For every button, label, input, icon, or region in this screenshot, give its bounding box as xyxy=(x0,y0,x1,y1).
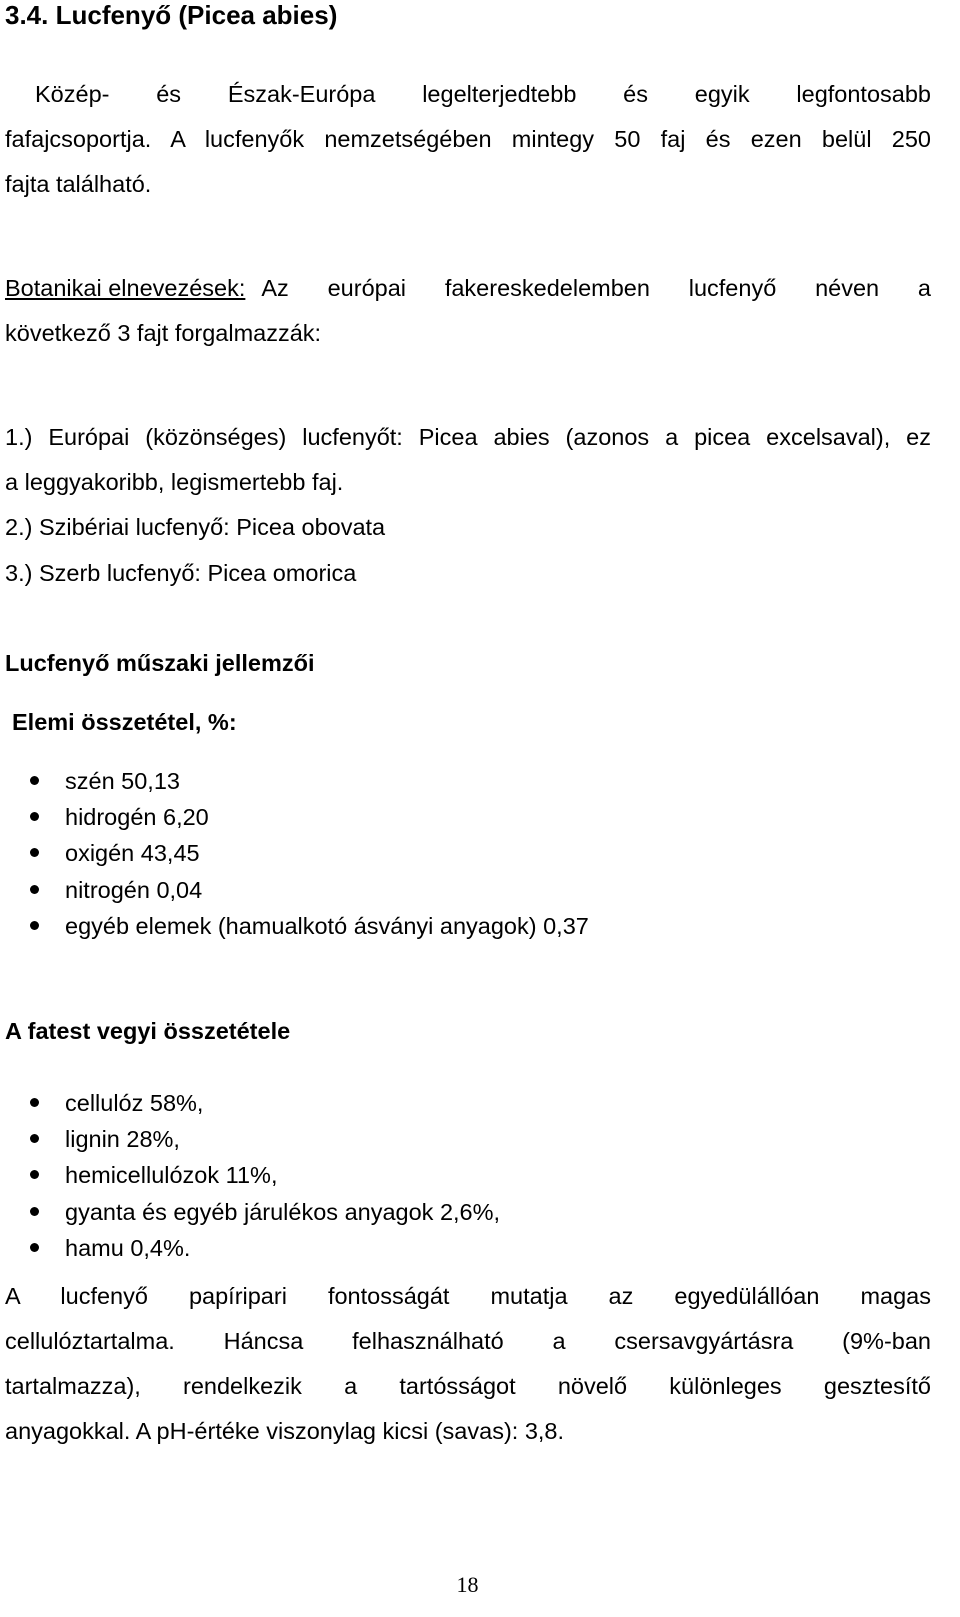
list-item: hamu 0,4%. xyxy=(30,1233,39,1263)
species-item-1-line-1: 1.) Európai (közönséges) lucfenyőt: Picea abies (azonos a picea excelsaval), ez xyxy=(5,424,931,450)
list-item: cellulóz 58%, xyxy=(30,1088,39,1118)
list-item: hidrogén 6,20 xyxy=(30,802,39,832)
botanical-line-2: következő 3 fajt forgalmazzák: xyxy=(5,320,322,346)
species-item-3: 3.) Szerb lucfenyő: Picea omorica xyxy=(5,560,357,586)
list-item: gyanta és egyéb járulékos anyagok 2,6%, xyxy=(30,1197,39,1227)
bullet-icon xyxy=(30,1243,39,1252)
bullet-icon xyxy=(30,1098,39,1107)
bullet-icon xyxy=(30,921,39,930)
chemical-heading: A fatest vegyi összetétele xyxy=(5,1018,291,1044)
list-item: nitrogén 0,04 xyxy=(30,875,39,905)
species-item-1-line-2: a leggyakoribb, legismertebb faj. xyxy=(5,469,344,495)
list-item: egyéb elemek (hamualkotó ásványi anyagok) 0,37 xyxy=(30,911,39,941)
technical-heading: Lucfenyő műszaki jellemzői xyxy=(5,650,315,676)
intro-line-3: fajta található. xyxy=(5,171,152,197)
closing-line-3: tartalmazza), rendelkezik a tartósságot növelő különleges gesztesítő xyxy=(5,1373,931,1399)
closing-line-2: cellulóztartalma. Háncsa felhasználható a csersavgyártásra (9%-ban xyxy=(5,1328,931,1354)
list-item: lignin 28%, xyxy=(30,1124,39,1154)
list-item: oxigén 43,45 xyxy=(30,838,39,868)
intro-line-1: Közép- és Észak-Európa legelterjedtebb és egyik legfontosabb xyxy=(35,81,931,107)
page-number: 18 xyxy=(456,1572,479,1597)
bullet-icon xyxy=(30,848,39,857)
bullet-icon xyxy=(30,812,39,821)
intro-line-2: fafajcsoportja. A lucfenyők nemzetségében mintegy 50 faj és ezen belül 250 xyxy=(5,126,931,152)
bullet-icon xyxy=(30,885,39,894)
closing-line-1: A lucfenyő papíripari fontosságát mutatja az egyedülállóan magas xyxy=(5,1283,931,1309)
technical-subheading: Elemi összetétel, %: xyxy=(12,709,237,735)
bullet-icon xyxy=(30,1207,39,1216)
botanical-line-1 xyxy=(5,273,931,303)
list-item: hemicellulózok 11%, xyxy=(30,1160,39,1190)
bullet-icon xyxy=(30,1170,39,1179)
closing-line-4: anyagokkal. A pH-értéke viszonylag kicsi (savas): 3,8. xyxy=(5,1418,565,1444)
section-title: 3.4. Lucfenyő (Picea abies) xyxy=(5,0,338,30)
species-item-2: 2.) Szibériai lucfenyő: Picea obovata xyxy=(5,514,386,540)
list-item: szén 50,13 xyxy=(30,766,39,796)
bullet-icon xyxy=(30,776,39,785)
botanical-line-1-rest: Az európai fakereskedelemben lucfenyő néven a xyxy=(261,275,931,301)
botanical-label: Botanikai elnevezések: xyxy=(5,275,246,301)
bullet-icon xyxy=(30,1134,39,1143)
